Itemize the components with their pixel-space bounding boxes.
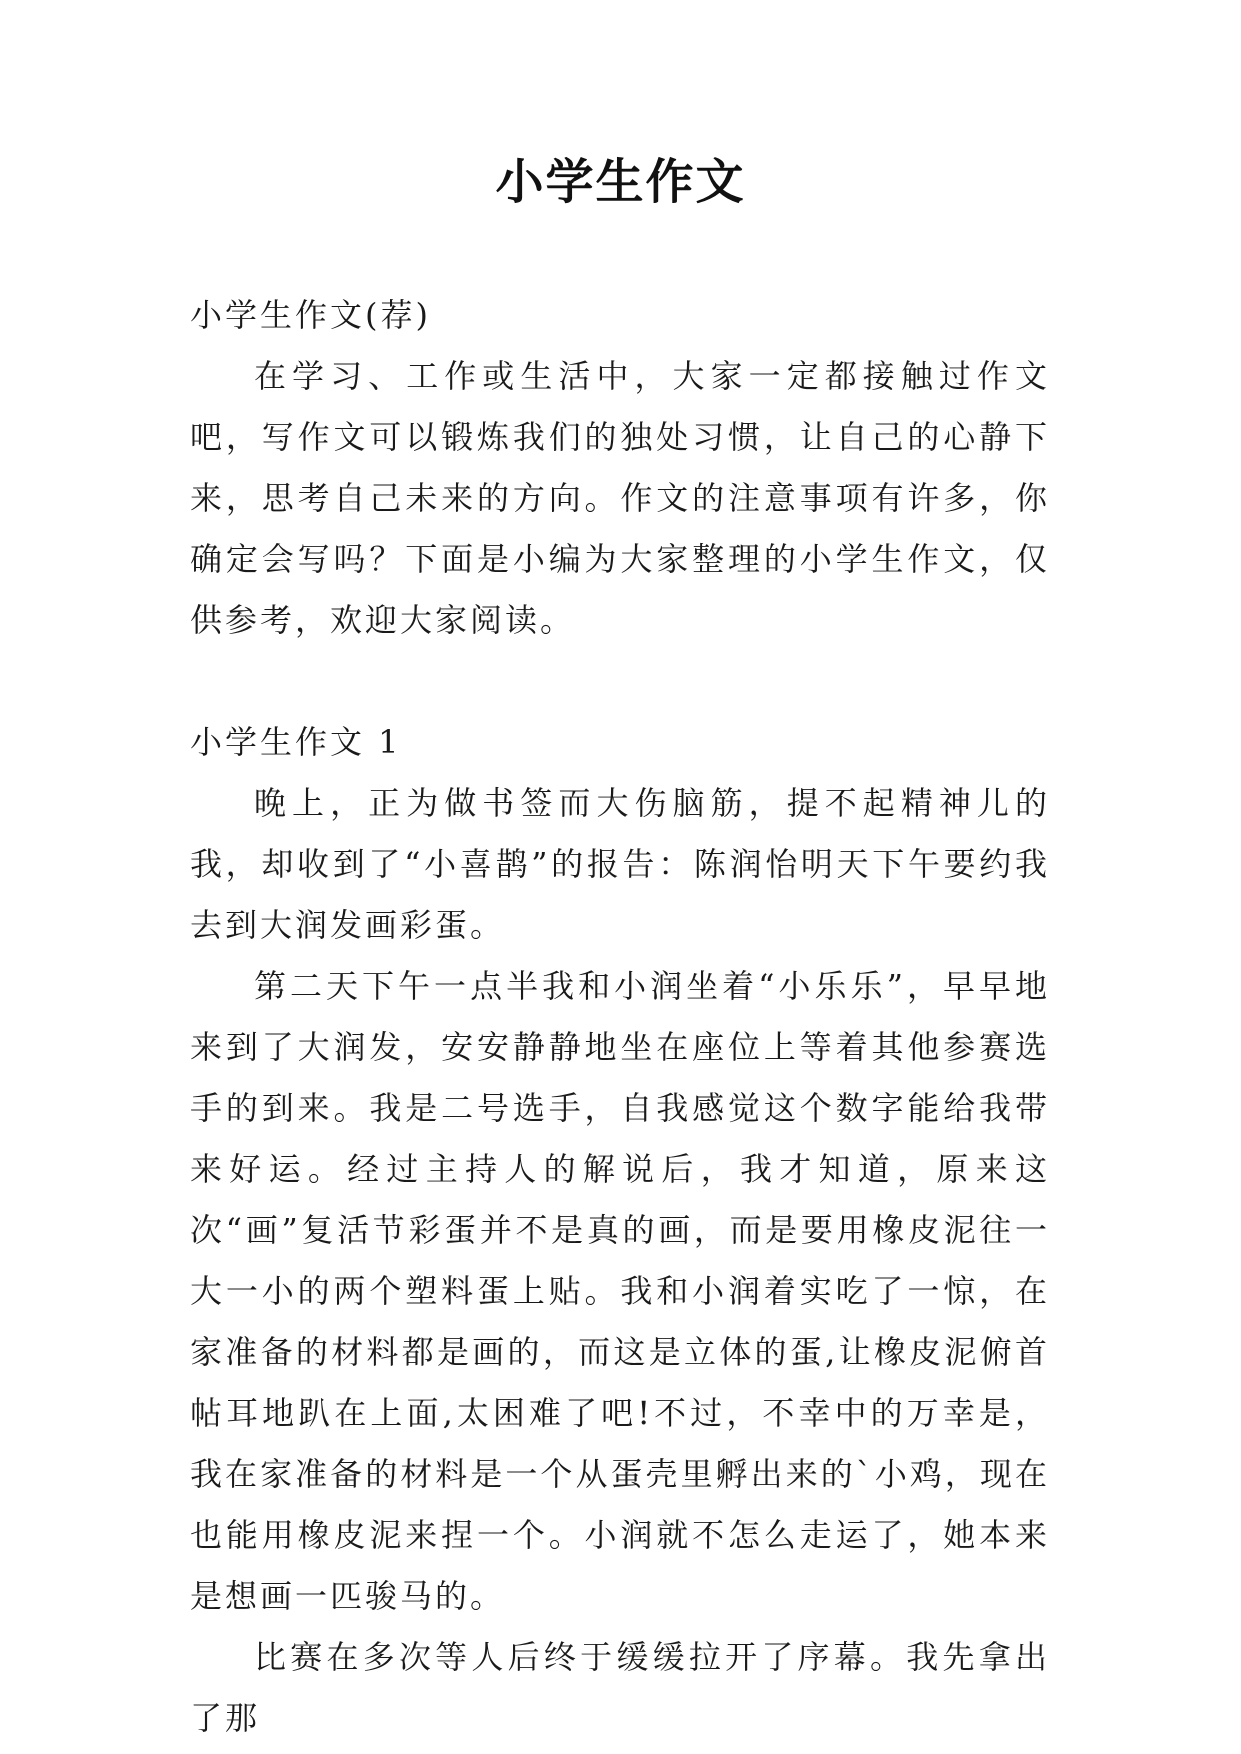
intro-paragraph: 在学习、工作或生活中，大家一定都接触过作文吧，写作文可以锻炼我们的独处习惯，让自己的心静下来，思考自己未来的方向。作文的注意事项有许多，你确定会写吗？下面是小编为大家整理的小学生作文，仅供参考，欢迎大家阅读。 xyxy=(190,357,1050,639)
document-title: 小学生作文 xyxy=(495,154,746,210)
section-spacer xyxy=(190,651,1050,712)
section-paragraph: 晚上，正为做书签而大伤脑筋，提不起精神儿的我，却收到了“小喜鹊”的报告：陈润怡明天下午要约我去到大润发画彩蛋。 xyxy=(190,784,1050,944)
document-body xyxy=(190,285,1050,1749)
section-heading: 小学生作文 1 xyxy=(190,723,402,761)
section-paragraph: 第二天下午一点半我和小润坐着“小乐乐”，早早地来到了大润发，安安静静地坐在座位上等着其他参赛选手的到来。我是二号选手，自我感觉这个数字能给我带来好运。经过主持人的解说后，我才知道，原来这次“画”复活节彩蛋并不是真的画，而是要用橡皮泥往一大一小的两个塑料蛋上贴。我和小润着实吃了一惊，在家准备的材料都是画的，而这是立体的蛋,让橡皮泥俯首帖耳地趴在上面,太困难了吧!不过，不幸中的万幸是，我在家准备的材料是一个从蛋壳里孵出来的`小鸡，现在也能用橡皮泥来捏一个。小润就不怎么走运了，她本来是想画一匹骏马的。 xyxy=(190,967,1050,1615)
section-paragraph: 比赛在多次等人后终于缓缓拉开了序幕。我先拿出了那 xyxy=(190,1638,1050,1737)
document-subtitle: 小学生作文(荐) xyxy=(190,296,431,334)
